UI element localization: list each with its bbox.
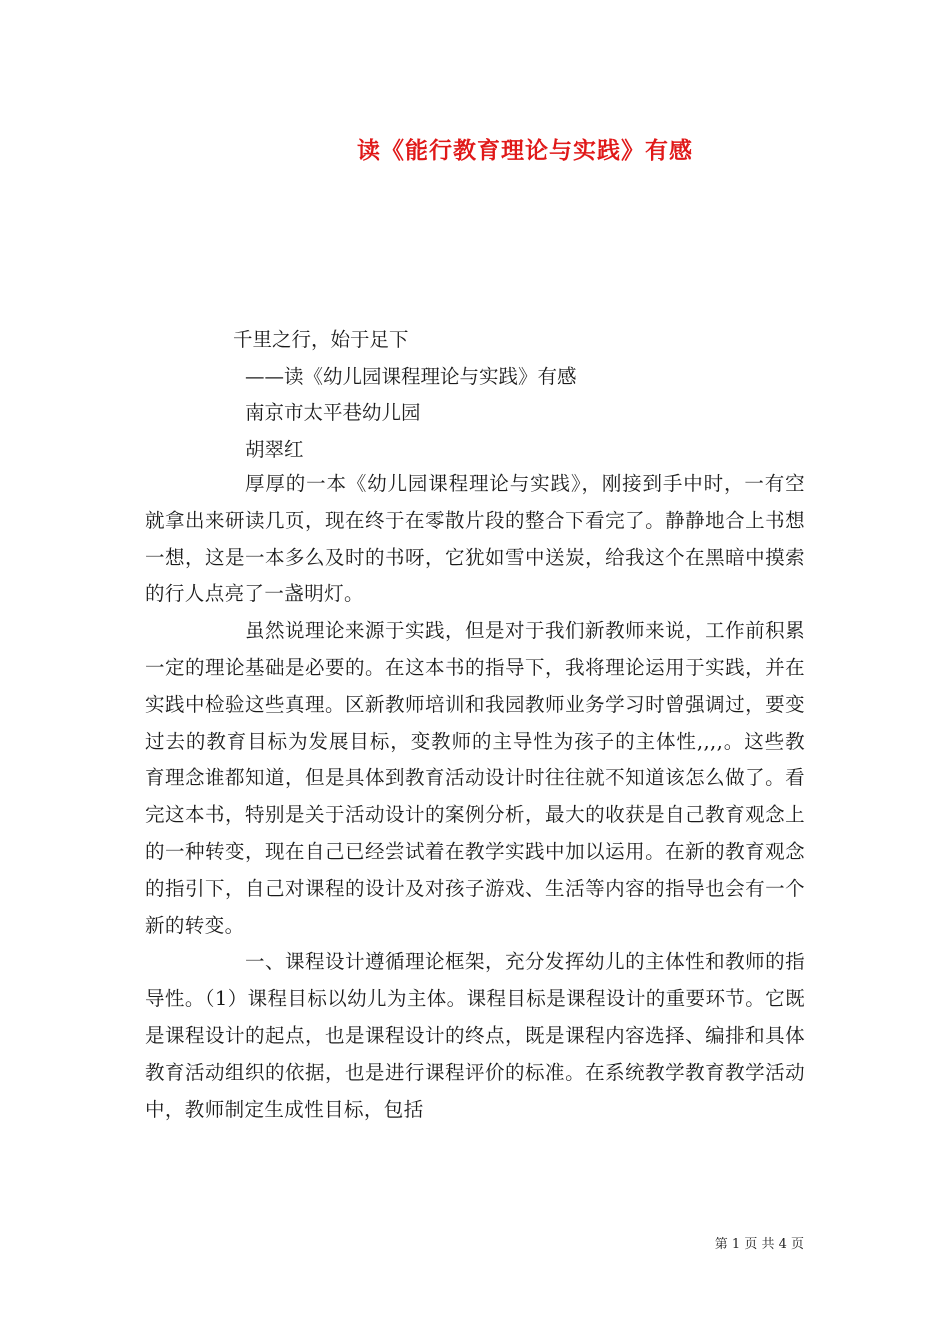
subtitle-reference: ——读《幼儿园课程理论与实践》有感: [245, 365, 577, 388]
paragraph-2: 虽然说理论来源于实践，但是对于我们新教师来说，工作前积累一定的理论基础是必要的。在这本书的指导下，我将理论运用于实践，并在实践中检验这些真理。区新教师培训和我园教师业务学习时曾强调过，要变过去的教育目标为发展目标，变教师的主导性为孩子的主体性,,,,。这些教育理念谁都知道，但是具体到教育活动设计时往往就不知道该怎么做了。看完这本书，特别是关于活动设计的案例分析，最大的收获是自己教育观念上的一种转变，现在自己已经尝试着在教学实践中加以运用。在新的教育观念的指引下，自己对课程的设计及对孩子游戏、生活等内容的指导也会有一个新的转变。: [145, 619, 805, 937]
subtitle-line: 千里之行，始于足下: [233, 328, 409, 351]
author-organization: 南京市太平巷幼儿园: [245, 401, 421, 424]
document-title: 读《能行教育理论与实践》有感: [357, 138, 693, 164]
paragraph-3: 一、课程设计遵循理论框架，充分发挥幼儿的主体性和教师的指导性。（1）课程目标以幼儿为主体。课程目标是课程设计的重要环节。它既是课程设计的起点，也是课程设计的终点，既是课程内容选择、编排和具体教育活动组织的依据，也是进行课程评价的标准。在系统教学教育教学活动中，教师制定生成性目标，包括: [145, 950, 805, 1121]
page-number-footer: 第 1 页 共 4 页: [714, 1237, 804, 1252]
body-text: [145, 466, 805, 1128]
paragraph-1: 厚厚的一本《幼儿园课程理论与实践》，刚接到手中时，一有空就拿出来研读几页，现在终于在零散片段的整合下看完了。静静地合上书想一想，这是一本多么及时的书呀，它犹如雪中送炭，给我这个在黑暗中摸索的行人点亮了一盏明灯。: [145, 472, 805, 606]
author-name: 胡翠红: [245, 438, 304, 461]
